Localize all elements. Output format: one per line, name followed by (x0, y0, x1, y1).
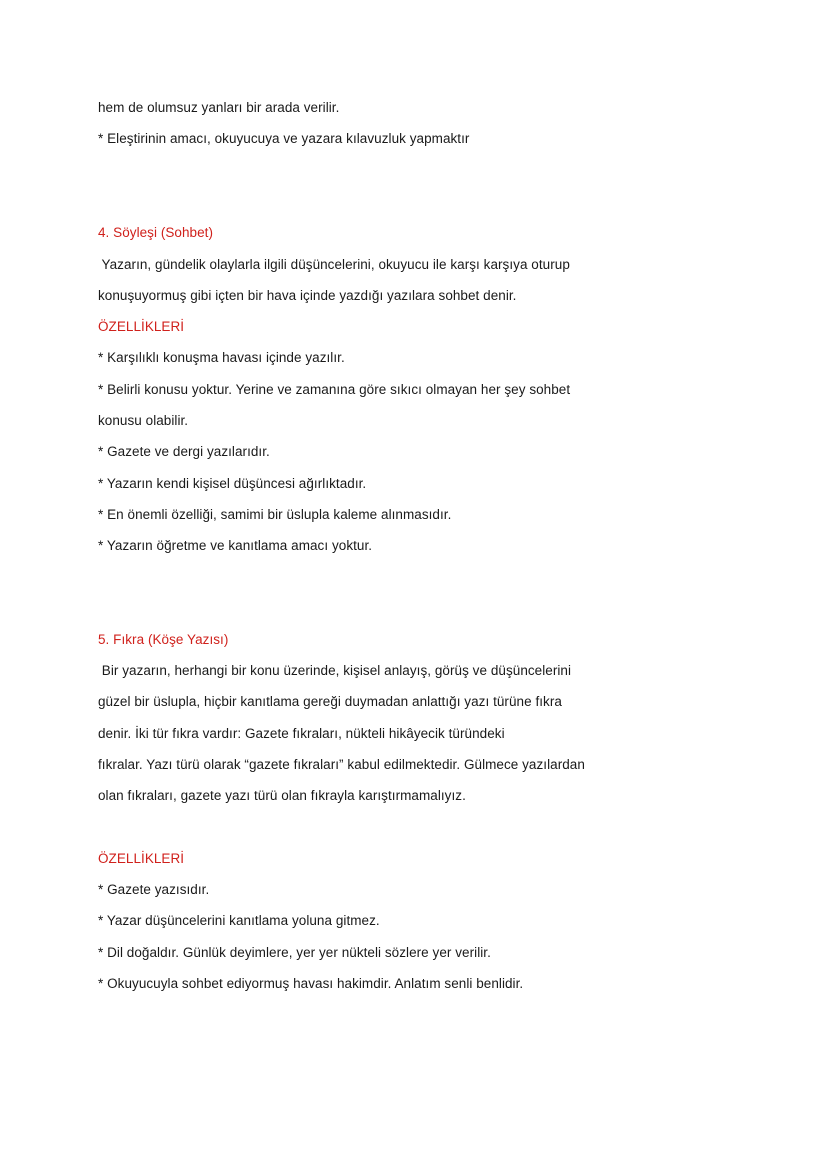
paragraph-line: hem de olumsuz yanları bir arada verilir. (98, 100, 340, 115)
bullet-item: * En önemli özelliği, samimi bir üslupla kaleme alınmasıdır. (98, 507, 452, 522)
section-title: 4. Söyleşi (Sohbet) (98, 225, 214, 240)
bullet-item: * Dil doğaldır. Günlük deyimlere, yer yer nükteli sözlere yer verilir. (98, 945, 491, 960)
paragraph-line: güzel bir üslupla, hiçbir kanıtlama gereği duymadan anlattığı yazı türüne fıkra (98, 694, 562, 709)
bullet-item: * Gazete ve dergi yazılarıdır. (98, 444, 270, 459)
bullet-item: * Yazarın kendi kişisel düşüncesi ağırlıktadır. (98, 476, 367, 491)
bullet-item: * Belirli konusu yoktur. Yerine ve zamanına göre sıkıcı olmayan her şey sohbet (98, 382, 571, 397)
paragraph-line: Yazarın, gündelik olaylarla ilgili düşüncelerini, okuyucu ile karşı karşıya oturup (98, 257, 570, 272)
features-heading: ÖZELLİKLERİ (98, 851, 185, 866)
paragraph-line: konusu olabilir. (98, 413, 189, 428)
bullet-item: * Yazar düşüncelerini kanıtlama yoluna gitmez. (98, 913, 380, 928)
bullet-item: * Karşılıklı konuşma havası içinde yazılır. (98, 350, 345, 365)
paragraph-line: konuşuyormuş gibi içten bir hava içinde yazdığı yazılara sohbet denir. (98, 288, 517, 303)
paragraph-line: denir. İki tür fıkra vardır: Gazete fıkraları, nükteli hikâyecik türündeki (98, 726, 505, 741)
bullet-item: * Gazete yazısıdır. (98, 882, 210, 897)
paragraph-line: olan fıkraları, gazete yazı türü olan fıkrayla karıştırmamalıyız. (98, 788, 466, 803)
features-heading: ÖZELLİKLERİ (98, 319, 185, 334)
bullet-item: * Eleştirinin amacı, okuyucuya ve yazara kılavuzluk yapmaktır (98, 131, 470, 146)
paragraph-line: Bir yazarın, herhangi bir konu üzerinde, kişisel anlayış, görüş ve düşüncelerini (98, 663, 572, 678)
section-title: 5. Fıkra (Köşe Yazısı) (98, 632, 229, 647)
bullet-item: * Okuyucuyla sohbet ediyormuş havası hakimdir. Anlatım senli benlidir. (98, 976, 524, 991)
paragraph-line: fıkralar. Yazı türü olarak “gazete fıkraları” kabul edilmektedir. Gülmece yazılardan (98, 757, 585, 772)
bullet-item: * Yazarın öğretme ve kanıtlama amacı yoktur. (98, 538, 373, 553)
